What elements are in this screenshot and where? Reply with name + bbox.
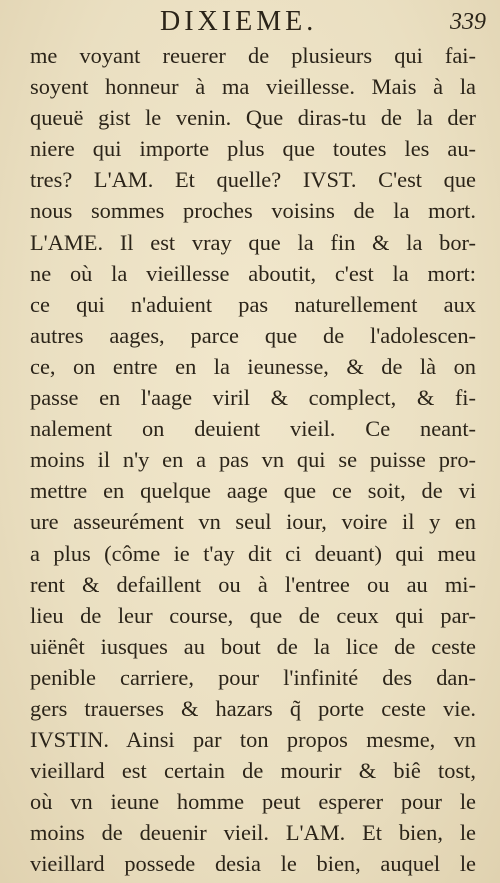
text-line: nalement on deuient vieil. Ce neant-: [30, 416, 476, 442]
text-line: niere qui importe plus que toutes les au-: [30, 136, 476, 162]
running-title: DIXIEME.: [160, 6, 318, 37]
text-line: ce qui n'aduient pas naturellement aux: [30, 291, 476, 317]
text-line: a plus (côme ie t'ay dit ci deuant) qui meu: [30, 540, 476, 566]
text-body: [30, 40, 476, 880]
text-line: rent & defaillent ou à l'entree ou au mi-: [30, 571, 476, 597]
text-line: vieillard possede desia le bien, auquel le: [30, 851, 476, 877]
text-line: moins il n'y en a pas vn qui se puisse pro-: [30, 447, 476, 473]
text-line: uiënêt iusques au bout de la lice de ceste: [30, 633, 476, 659]
text-line: me voyant reuerer de plusieurs qui fai-: [30, 43, 476, 68]
text-line: ure asseurément vn seul iour, voire il y en: [30, 509, 476, 535]
text-line: soyent honneur à ma vieillesse. Mais à la: [30, 74, 476, 100]
text-line: IVSTIN. Ainsi par ton propos mesme, vn: [30, 727, 476, 753]
text-line: ce, on entre en la ieunesse, & de là on: [30, 353, 476, 379]
text-line: penible carriere, pour l'infinité des dan-: [30, 664, 476, 690]
text-line: nous sommes proches voisins de la mort.: [30, 198, 476, 224]
text-line: lieu de leur course, que de ceux qui par-: [30, 602, 476, 628]
page-number: 339: [450, 9, 486, 35]
text-line: gers trauerses & hazars q̃ porte ceste vie.: [30, 695, 476, 721]
text-line: mettre en quelque aage que ce soit, de vi: [30, 478, 476, 504]
text-line: moins de deuenir vieil. L'AM. Et bien, le: [30, 820, 476, 846]
text-line: L'AME. Il est vray que la fin & la bor-: [30, 229, 476, 255]
text-line: où vn ieune homme peut esperer pour le: [30, 789, 476, 815]
text-line: autres aages, parce que de l'adolescen-: [30, 322, 476, 348]
running-head: [0, 4, 500, 40]
text-line: ne où la vieillesse aboutit, c'est la mort:: [30, 260, 476, 286]
text-line: vieillard est certain de mourir & biê tost,: [30, 758, 476, 784]
text-line: tres? L'AM. Et quelle? IVST. C'est que: [30, 167, 476, 193]
text-line: passe en l'aage viril & complect, & fi-: [30, 385, 476, 411]
text-line: queuë gist le venin. Que diras-tu de la der: [30, 105, 476, 131]
